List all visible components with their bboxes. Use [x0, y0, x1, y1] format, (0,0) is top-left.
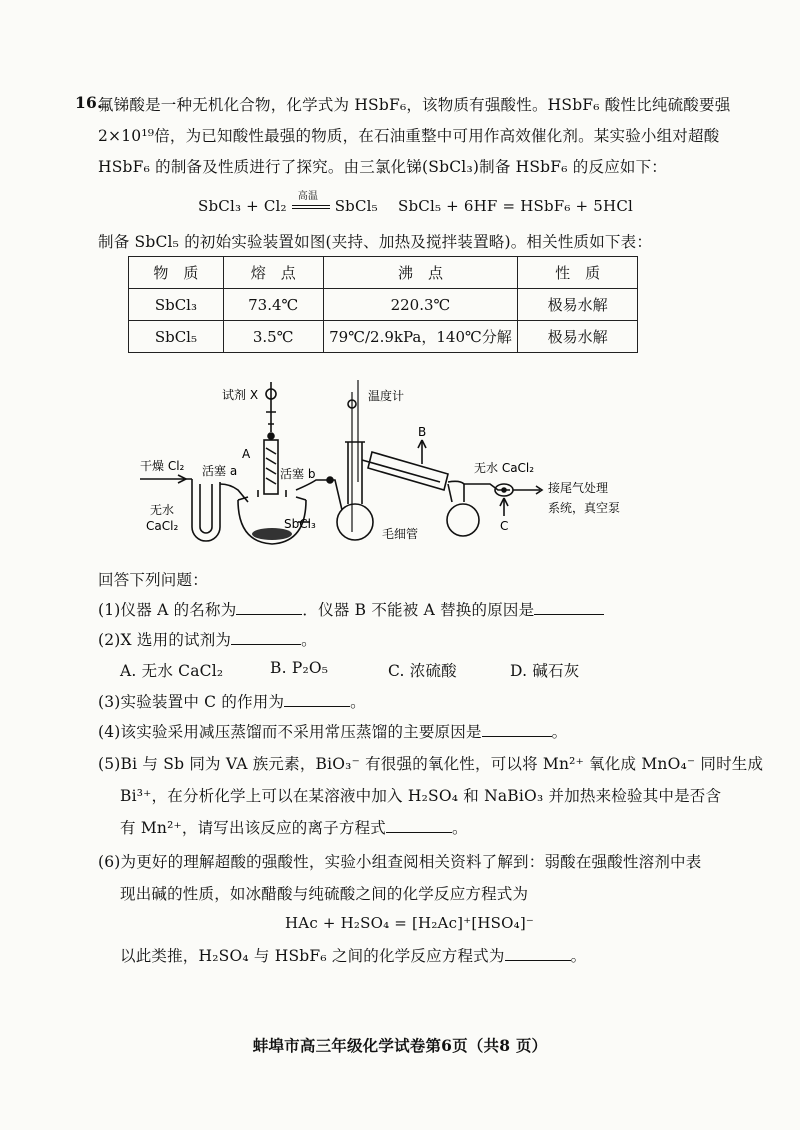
condenser-b	[362, 460, 440, 482]
question-6-equation: HAc + H₂SO₄ = [H₂Ac]⁺[HSO₄]⁻	[285, 914, 535, 932]
table-cell: 极易水解	[518, 321, 638, 353]
thermometer-label: 温度计	[368, 389, 405, 403]
intro-line-3: HSbF₆ 的制备及性质进行了探究。由三氯化锑(SbCl₃)制备 HSbF₆ 的反应如下：	[98, 158, 667, 176]
question-6-line-2: 现出碱的性质，如冰醋酸与纯硫酸之间的化学反应方程式为	[120, 885, 529, 903]
question-5-line-2: Bi³⁺，在分析化学上可以在某溶液中加入 H₂SO₄ 和 NaBiO₃ 并加热来检验其中是否含	[120, 787, 722, 805]
reaction-2: SbCl₅ + 6HF = HSbF₆ + 5HCl	[398, 197, 633, 215]
question-2-text: (2)X 选用的试剂为	[98, 631, 232, 649]
reaction-1-product: SbCl₅	[334, 197, 378, 215]
option-c: C. 浓硫酸	[388, 662, 457, 680]
stopcock-b-label: 活塞 b	[280, 467, 316, 481]
receiving-flask	[447, 504, 479, 536]
reaction-1-reactants: SbCl₃ + Cl₂	[198, 197, 287, 215]
question-1	[98, 598, 604, 620]
question-1-part-b: ．仪器 B 不能被 A 替换的原因是	[302, 601, 535, 619]
vacuum-label: 系统，真空泵	[548, 501, 621, 515]
table-header: 物 质	[129, 257, 224, 289]
properties-table	[128, 256, 638, 353]
table-cell: 79℃/2.9kPa，140℃分解	[323, 321, 518, 353]
question-6-text: 以此类推，H₂SO₄ 与 HSbF₆ 之间的化学反应方程式为	[120, 947, 505, 965]
cacl2-left-label: 无水	[150, 503, 175, 517]
answer-blank[interactable]	[231, 632, 301, 645]
question-3-end: 。	[350, 693, 366, 711]
question-6-end: 。	[570, 947, 587, 965]
question-4-end: 。	[551, 723, 568, 741]
cacl2-left-label-2: CaCl₂	[146, 519, 179, 533]
table-row	[129, 289, 638, 321]
page-footer: 蚌埠市高三年级化学试卷第6页（共8 页）	[252, 1036, 548, 1055]
question-4	[98, 720, 567, 742]
setup-description: 制备 SbCl₅ 的初始实验装置如图(夹持、加热及搅拌装置略)。相关性质如下表：	[98, 233, 653, 251]
stopcock-a-label: 活塞 a	[202, 464, 238, 478]
reagent-x-label: 试剂 X	[222, 388, 259, 402]
reaction-1	[198, 191, 378, 215]
answer-blank[interactable]	[284, 694, 350, 707]
transfer-tube	[296, 480, 342, 510]
question-5-line-3	[120, 816, 468, 838]
u-tube	[192, 479, 220, 541]
table-cell: SbCl₅	[129, 321, 224, 353]
capillary-label: 毛细管	[382, 527, 419, 541]
table-row	[129, 321, 638, 353]
option-b: B. P₂O₅	[270, 659, 329, 677]
question-4-text: (4)该实验采用减压蒸馏而不采用常压蒸馏的主要原因是	[98, 723, 482, 741]
tail-gas-label: 接尾气处理	[548, 481, 609, 495]
label-b: B	[418, 425, 427, 439]
table-cell: 220.3℃	[323, 289, 518, 321]
question-6-line-3	[120, 944, 586, 966]
question-1-part-a: (1)仪器 A 的名称为	[98, 601, 237, 619]
question-3	[98, 690, 366, 712]
label-a: A	[242, 447, 251, 461]
apparatus-diagram	[130, 372, 650, 562]
cacl2-right-label: 无水 CaCl₂	[474, 461, 535, 475]
table-header: 沸 点	[323, 257, 518, 289]
answer-blank[interactable]	[236, 602, 302, 615]
question-6-line-1: (6)为更好的理解超酸的强酸性，实验小组查阅相关资料了解到：弱酸在强酸性溶剂中表	[98, 853, 702, 871]
sbcl3-label: SbCl₃	[284, 517, 316, 531]
answer-blank[interactable]	[386, 820, 452, 833]
table-header: 熔 点	[223, 257, 323, 289]
reaction-1-arrow	[292, 191, 330, 214]
answer-blank[interactable]	[534, 602, 604, 615]
question-3-text: (3)实验装置中 C 的作用为	[98, 693, 285, 711]
table-header-row	[129, 257, 638, 289]
table-cell: 73.4℃	[223, 289, 323, 321]
question-number: 16.	[75, 93, 103, 112]
answer-blank[interactable]	[482, 724, 552, 737]
option-d: D. 碱石灰	[510, 662, 580, 680]
distillation-flask	[337, 504, 373, 540]
question-2	[98, 628, 317, 650]
question-2-end: 。	[301, 631, 317, 649]
table-cell: 极易水解	[518, 289, 638, 321]
intro-line-2: 2×10¹⁹倍，为已知酸性最强的物质，在石油重整中可用作高效催化剂。某实验小组对超酸	[98, 127, 720, 145]
table-cell: SbCl₃	[129, 289, 224, 321]
label-c: C	[500, 519, 509, 533]
answer-blank[interactable]	[505, 948, 571, 961]
option-a: A. 无水 CaCl₂	[120, 662, 224, 680]
question-5-end: 。	[451, 819, 468, 837]
reaction-1-condition: 高温	[297, 191, 319, 202]
dry-cl2-label: 干燥 Cl₂	[140, 459, 185, 473]
table-cell: 3.5℃	[223, 321, 323, 353]
answers-intro: 回答下列问题：	[98, 571, 208, 589]
question-5-line-1: (5)Bi 与 Sb 同为 VA 族元素，BiO₃⁻ 有很强的氧化性，可以将 Mn²⁺ 氧化成 MnO₄⁻ 同时生成	[98, 755, 764, 773]
intro-line-1: 氟锑酸是一种无机化合物，化学式为 HSbF₆，该物质有强酸性。HSbF₆ 酸性比纯硫酸要强	[98, 96, 731, 114]
table-header: 性 质	[518, 257, 638, 289]
question-5-text: 有 Mn²⁺，请写出该反应的离子方程式	[120, 819, 386, 837]
